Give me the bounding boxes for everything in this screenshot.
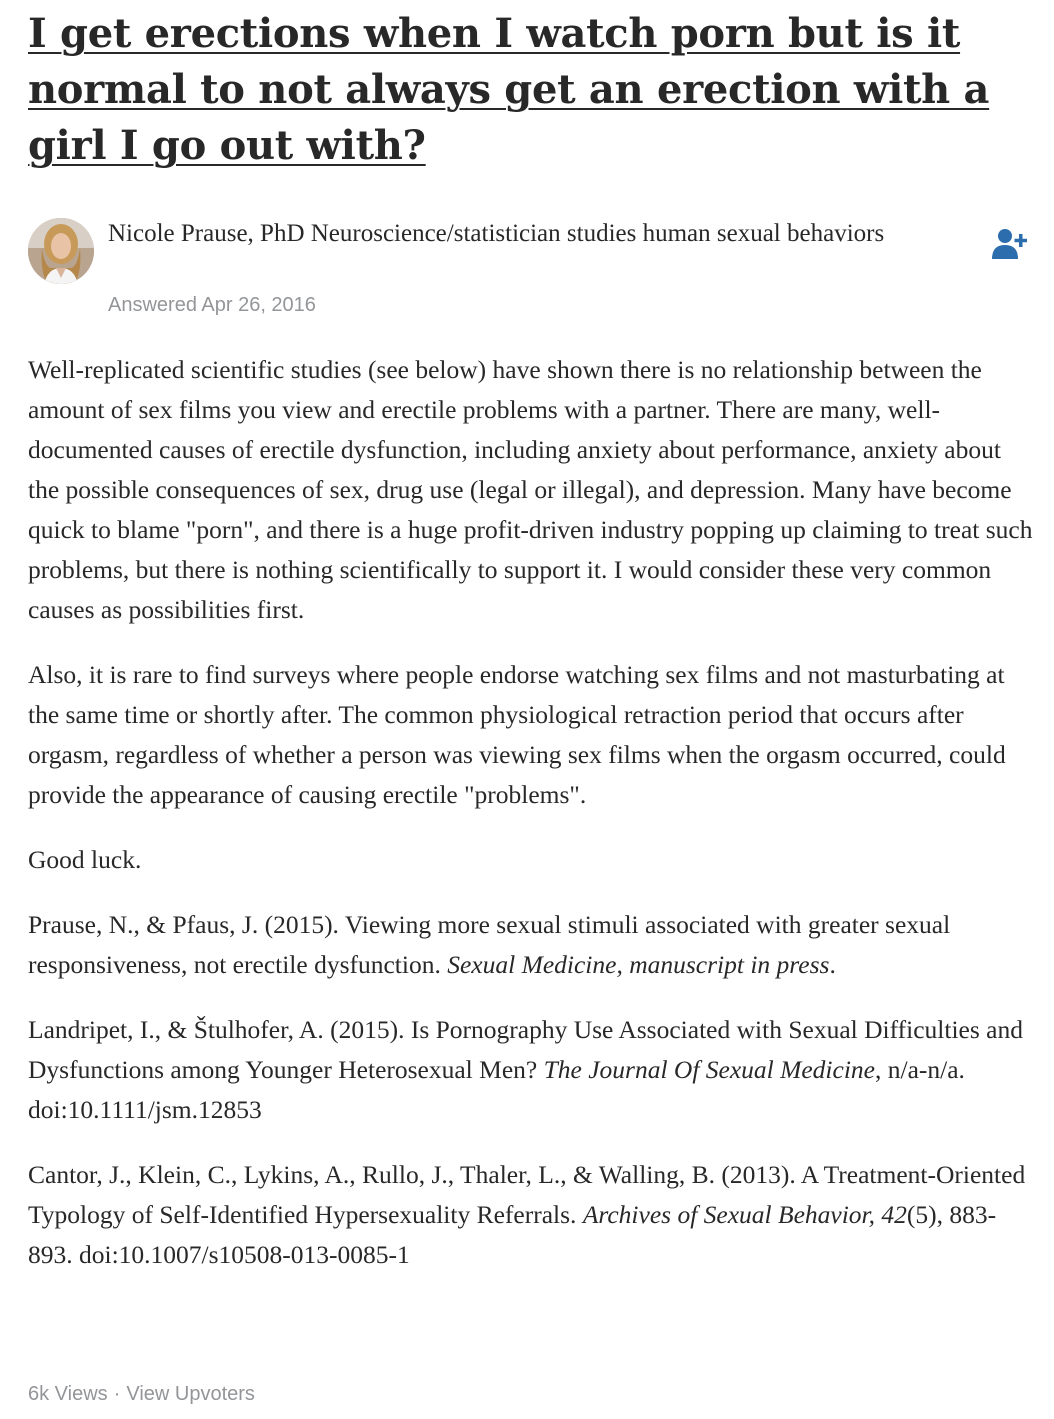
reference-tail: (5), 883-893. doi:10.1007/s10508-013-0085-1 (28, 1200, 997, 1269)
author-block (28, 216, 1038, 336)
answer-paragraph: Also, it is rare to find surveys where people endorse watching sex films and not masturbating at the same time or shortly after. The common physiological retraction period that occurs after orgasm, regardless of whether a person was viewing sex films when the orgasm occurred, could provide the appearance of causing erectile "problems". (28, 660, 1006, 809)
answered-date: Answered Apr 26, 2016 (108, 294, 316, 316)
reference-journal: Archives of Sexual Behavior, 42 (582, 1200, 907, 1229)
reference-tail: . (829, 950, 836, 979)
avatar-portrait-icon (28, 218, 94, 284)
answer-paragraph: Well-replicated scientific studies (see below) have shown there is no relationship between the amount of sex films you view and erectile problems with a partner. There are many, well-documented causes of erectile dysfunction, including anxiety about performance, anxiety about the possible consequences of sex, drug use (legal or illegal), and depression. Many have become quick to blame "porn", and there is a huge profit-driven industry popping up claiming to treat such problems, but there is nothing scientifically to support it. I would consider these very common causes as possibilities first. (28, 355, 1033, 624)
question-title[interactable]: I get erections when I watch porn but is it normal to not always get an erection with a girl I go out with? (28, 10, 990, 169)
answer-footer (28, 1383, 255, 1406)
answer-page (28, 0, 1038, 1300)
reference (28, 1010, 1038, 1130)
reference-journal: The Journal Of Sexual Medicine (543, 1055, 875, 1084)
reference-text: Prause, N., & Pfaus, J. (2015). Viewing more sexual stimuli associated with greater sexual responsiveness, not erectile dysfunction. (28, 910, 951, 979)
add-user-icon (990, 226, 1030, 262)
footer-separator: · (113, 1383, 121, 1405)
reference-text: Cantor, J., Klein, C., Lykins, A., Rullo, J., Thaler, L., & Walling, B. (2013). A Treatment-Oriented Typology of Self-Identified Hypersexuality Referrals. (28, 1160, 1026, 1229)
reference-text: Landripet, I., & Štulhofer, A. (2015). Is Pornography Use Associated with Sexual Difficulties and Dysfunctions among Younger Heterosexual Men? (28, 1015, 1023, 1084)
avatar[interactable] (28, 218, 94, 284)
author-credential[interactable]: Nicole Prause, PhD Neuroscience/statistician studies human sexual behaviors (108, 220, 885, 247)
follow-author-button[interactable] (990, 226, 1030, 262)
answer-paragraph: Good luck. (28, 845, 142, 874)
reference (28, 1155, 1038, 1275)
answer-body (28, 350, 1038, 1275)
reference (28, 905, 1038, 985)
reference-journal: Sexual Medicine, manuscript in press (447, 950, 830, 979)
view-upvoters-link[interactable]: View Upvoters (126, 1383, 255, 1405)
view-count: 6k Views (28, 1383, 108, 1405)
reference-tail: , n/a-n/a. doi:10.1111/jsm.12853 (28, 1055, 965, 1124)
